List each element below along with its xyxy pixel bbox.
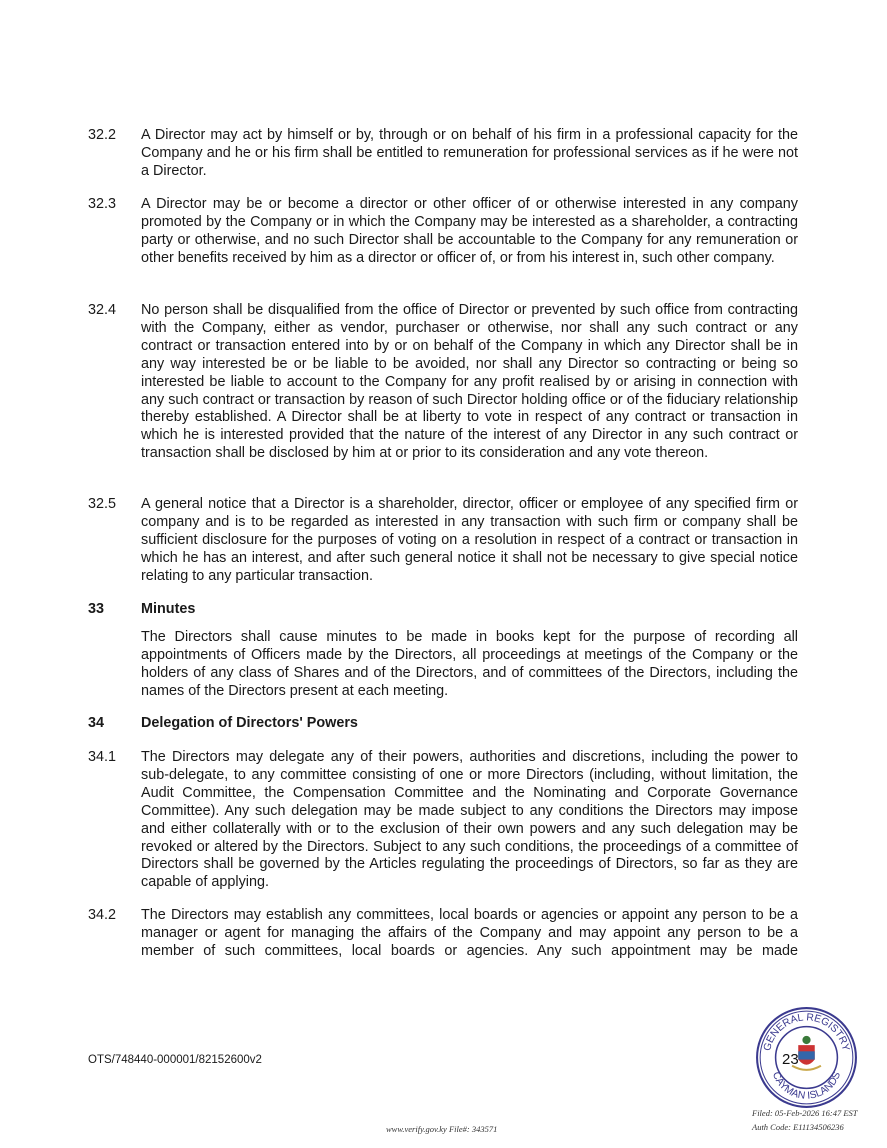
- heading-number: 34: [88, 715, 105, 731]
- clause-text: No person shall be disqualified from the office of Director or prevented by such office from contracting with the Company, either as vendor, purchaser or otherwise, nor shall any such contract or any contract or transaction entered into by or on behalf of the Company in which any Director shall be in any way interested be or be liable to be avoided, nor shall any Director so contracting or being so interested be liable to account to the Company for any profit realised by or arising in connection with any such contract or transaction by reason of such Director holding office or of the fiduciary relationship thereby established. A Director shall be at liberty to vote in respect of any contract or transaction in which he is interested provided that the nature of the interest of any Director in any such contract or transaction shall be disclosed by him at or prior to its consideration and any vote thereon.: [141, 302, 798, 462]
- heading-text: Delegation of Directors' Powers: [141, 715, 358, 731]
- clause-32-2: [88, 127, 798, 181]
- clause-text: A Director may act by himself or by, through or on behalf of his firm in a professional capacity for the Company and he or his firm shall be entitled to remuneration for professional services as if he were not a Director.: [141, 127, 798, 179]
- clause-text: A general notice that a Director is a shareholder, director, officer or employee of any specified firm or company and is to be regarded as interested in any transaction with such firm or company shall be sufficient disclosure for the purposes of voting on a resolution in respect of a contract or transaction in which he has an interest, and after such general notice it shall not be necessary to give special notice relating to any particular transaction.: [141, 496, 798, 584]
- clause-number: 34.1: [88, 749, 117, 765]
- clause-number: 32.4: [88, 302, 117, 318]
- clause-number: 32.2: [88, 127, 117, 143]
- filing-info: [752, 1106, 858, 1134]
- general-registry-seal-icon: [755, 1006, 858, 1109]
- page-number: 23: [782, 1051, 799, 1068]
- heading-text: Minutes: [141, 601, 196, 617]
- clause-text: The Directors may establish any committees, local boards or agencies or appoint any person to be a manager or agent for managing the affairs of the Company and may appoint any person to be a member of such committees, local boards or agencies. Any such appointment may be made: [141, 907, 798, 959]
- heading-34: [88, 715, 798, 733]
- heading-number: 33: [88, 601, 105, 617]
- clause-number: 32.3: [88, 196, 117, 212]
- heading-33: [88, 601, 798, 619]
- document-reference: OTS/748440-000001/82152600v2: [88, 1054, 262, 1066]
- svg-text:GENERAL REGISTRY: GENERAL REGISTRY: [762, 1012, 851, 1053]
- clause-number: 32.5: [88, 496, 117, 512]
- clause-text: The Directors may delegate any of their powers, authorities and discretions, including the power to sub-delegate, to any committee consisting of one or more Directors (including, without limitation, the Audit Committee, the Compensation Committee and the Nominating and Corporate Governance Committee). Any such delegation may be made subject to any conditions the Directors may impose and either collaterally with or to the exclusion of their own powers and any such delegation may be revoked or altered by the Directors. Subject to any such conditions, the proceedings of a committee of Directors shall be governed by the Articles regulating the proceedings of Directors, so far as they are capable of applying.: [141, 749, 798, 891]
- clause-34-2: [88, 907, 798, 961]
- clause-34-1: [88, 749, 798, 892]
- clause-text: The Directors shall cause minutes to be made in books kept for the purpose of recording all appointments of Officers made by the Directors, all proceedings at meetings of the Company or the holders of any class of Shares and of the Directors, and of committees of the Directors, including the names of the Directors present at each meeting.: [141, 629, 798, 699]
- clause-text: A Director may be or become a director or other officer of or otherwise interested in any company promoted by the Company or in which the Company may be interested as a shareholder, a contracting party or otherwise, and no such Director shall be accountable to the Company for any remuneration or other benefits received by him as a director or officer of, or from his interest in, such other company.: [141, 196, 798, 266]
- svg-text:CAYMAN ISLANDS: CAYMAN ISLANDS: [769, 1070, 844, 1102]
- filed-date: Filed: 05-Feb-2026 16:47 EST: [752, 1108, 858, 1118]
- clause-33-body: [88, 629, 798, 701]
- verify-link: www.verify.gov.ky File#: 343571: [386, 1124, 498, 1134]
- clause-32-3: [88, 196, 798, 268]
- clause-32-4: [88, 302, 798, 463]
- clause-number: 34.2: [88, 907, 117, 923]
- auth-code: Auth Code: E11134506236: [752, 1122, 844, 1132]
- clause-32-5: [88, 496, 798, 586]
